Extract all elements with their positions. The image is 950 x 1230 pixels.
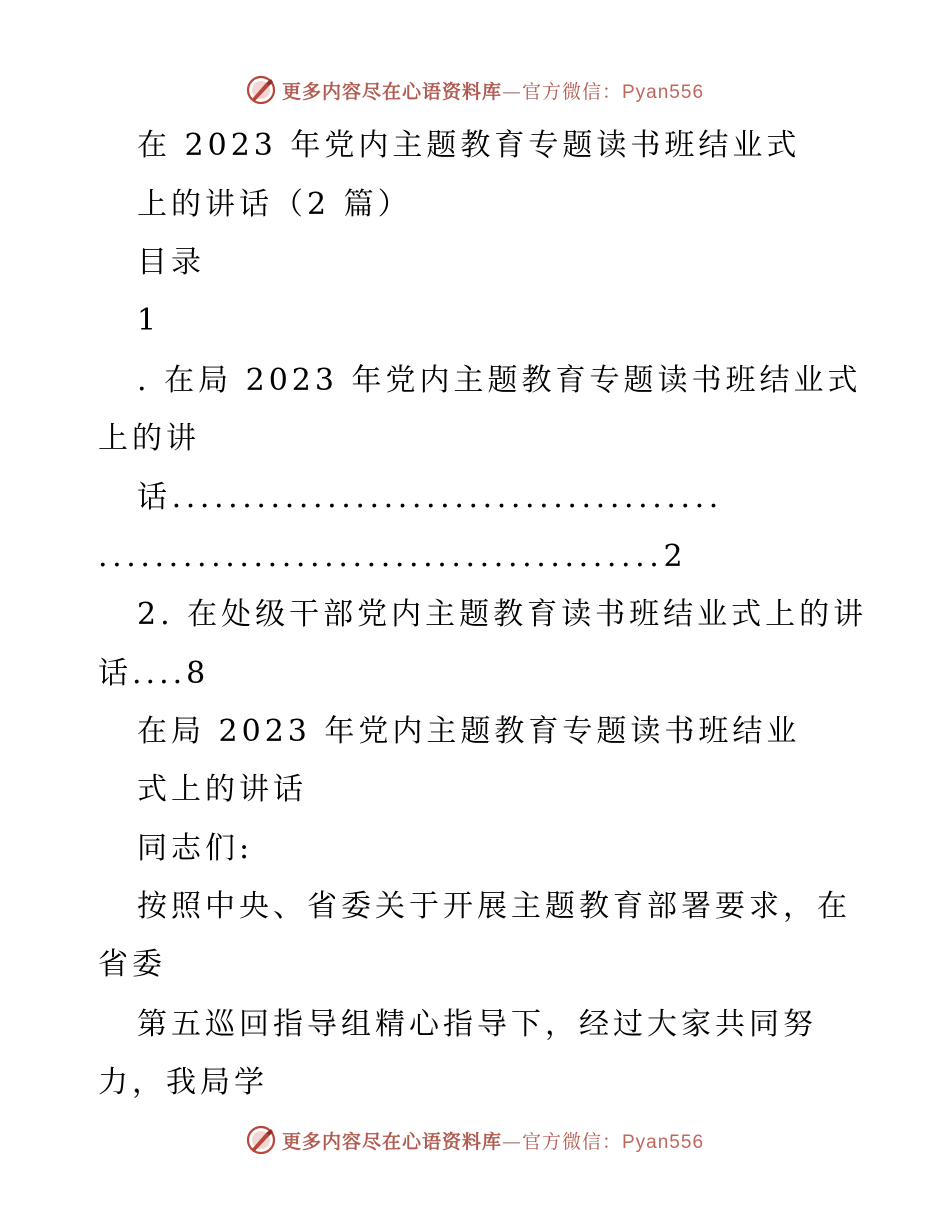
- watermark-separator: —: [501, 80, 522, 103]
- watermark-label: 官方微信：: [521, 1130, 622, 1153]
- pen-logo-icon: [246, 1125, 276, 1155]
- toc-item-1-line-3: 话.......................................: [137, 480, 723, 515]
- section-heading-line-2: 式上的讲话: [137, 772, 307, 807]
- toc-heading: 目录: [137, 245, 205, 280]
- watermark-text: [282, 1127, 704, 1154]
- paragraph-1-line-1: 按照中央、省委关于开展主题教育部署要求，在: [137, 889, 851, 924]
- watermark-header: [0, 70, 950, 110]
- watermark-separator: —: [501, 1130, 522, 1153]
- paragraph-2-line-2: 力，我局学: [98, 1065, 268, 1100]
- toc-item-1-line-1: . 在局 2023 年党内主题教育专题读书班结业式: [137, 363, 862, 398]
- document-title-line-2: 上的讲话（2 篇）: [137, 187, 412, 222]
- toc-item-1-line-4: ........................................2: [98, 539, 688, 574]
- watermark-footer: [0, 1120, 950, 1160]
- watermark-label: 官方微信：: [521, 80, 622, 103]
- salutation: 同志们:: [137, 831, 254, 866]
- toc-item-number: 1: [137, 303, 161, 338]
- paragraph-1-line-2: 省委: [98, 947, 166, 982]
- watermark-wechat-id: Pyan556: [622, 1131, 705, 1153]
- toc-item-2-line-2: 话....8: [98, 656, 210, 691]
- pen-logo-icon: [246, 75, 276, 105]
- section-heading-line-1: 在局 2023 年党内主题教育专题读书班结业: [137, 714, 801, 749]
- document-title-line-1: 在 2023 年党内主题教育专题读书班结业式: [137, 128, 801, 163]
- paragraph-2-line-1: 第五巡回指导组精心指导下，经过大家共同努: [137, 1007, 817, 1042]
- toc-item-1-line-2: 上的讲: [98, 421, 200, 456]
- toc-item-2-line-1: 2. 在处级干部党内主题教育读书班结业式上的讲: [137, 597, 868, 632]
- watermark-main: 更多内容尽在心语资料库: [281, 1130, 502, 1153]
- watermark-text: [282, 77, 704, 104]
- watermark-main: 更多内容尽在心语资料库: [281, 80, 502, 103]
- watermark-wechat-id: Pyan556: [622, 81, 705, 103]
